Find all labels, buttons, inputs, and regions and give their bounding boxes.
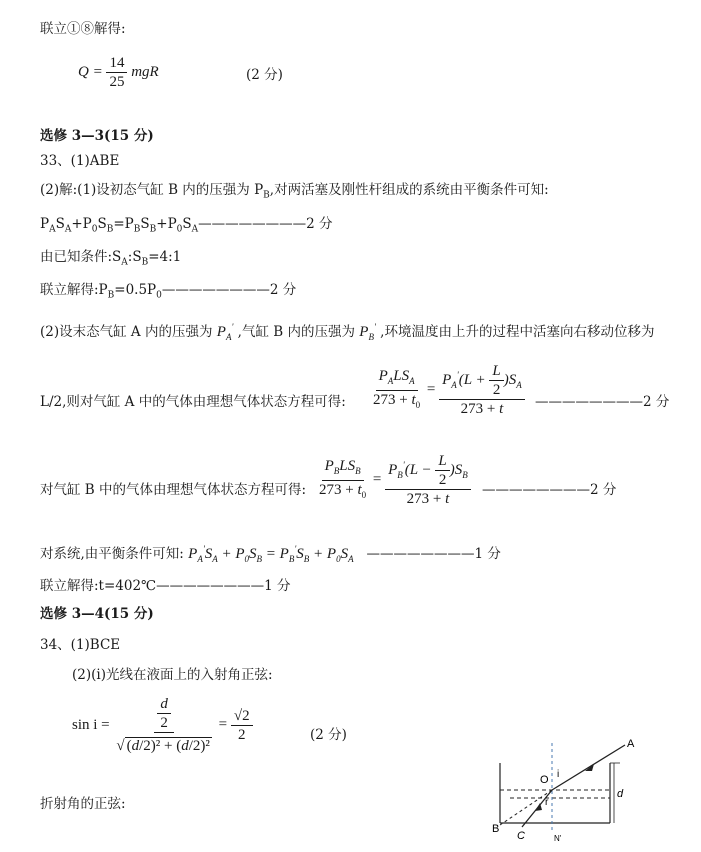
q34-part1: 34、(1)BCE <box>40 637 121 653</box>
q33-final: 联立解得:t=402℃————————1 分 <box>40 578 291 594</box>
section-34-title: 选修 3—4(15 分) <box>40 606 154 622</box>
q33-solve: 联立解得$:P_B=0.5P_0————————2$ 分 <box>40 282 297 301</box>
q33-known: 由已知条件$:S_A:S_B=4:1$ <box>40 249 182 268</box>
q33-system: 对系统,由平衡条件可知: $P_A'S_A + P_0S_B = P_B'S_B + P_0S_A$ ————————1 分 <box>40 544 501 564</box>
q33-part1: 33、(1)ABE <box>40 153 120 169</box>
equation-q <box>78 54 159 91</box>
q33-part2-line: (2)解:(1)设初态气缸 B 内的压强为 $P_B$,对两活塞及刚性杆组成的系统由平衡条件可知: <box>40 182 549 201</box>
label-O: O <box>540 774 549 786</box>
gasA-right-frac: $P_A'(L$ + $\frac{L}{2}$ )$S_A$ 273 + t <box>439 362 525 418</box>
optics-diagram <box>490 735 650 845</box>
sqrt2-frac: $\frac{√2}{2}$ <box>231 707 253 744</box>
gasB-left-frac: $\frac{P_BLS_B}{273 + t_0}$ <box>319 457 367 500</box>
label-B: B <box>492 823 500 835</box>
q-fraction <box>106 54 127 91</box>
label-d: d <box>617 788 624 800</box>
q-score: (2 分) <box>246 67 283 83</box>
q-lhs: Q = <box>78 63 103 80</box>
section-33-title: 选修 3—3(15 分) <box>40 128 154 144</box>
q33-gasB-equation: $\frac{P_BLS_B}{273 + t_0}$ = $P_B'(L$ − $\frac{L}{2}$ )$S_B$ 273 + t <box>316 452 471 508</box>
q34-part3: 折射角的正弦: <box>40 796 126 812</box>
q33-gasA-equation: $\frac{P_ALS_A}{273 + t_0}$ = $P_A'(L$ + $\frac{L}{2}$ )$S_A$ 273 + t <box>370 362 525 418</box>
q-num: 14 <box>106 54 127 73</box>
label-r: r <box>545 797 549 808</box>
q33-part3: (2)设末态气缸 A 内的压强为 $P_A'$ ,气缸 B 内的压强为 $P_B'$ ,环境温度由上升的过程中活塞向右移动位移为 <box>40 322 655 342</box>
q33-gasA-score: ————————2 分 <box>535 394 670 410</box>
q-rest: mgR <box>131 63 159 80</box>
text-line-1: 联立①⑧解得: <box>40 21 126 37</box>
q33-gasB-score: ————————2 分 <box>482 482 617 498</box>
gasB-right-frac: $P_B'(L$ − $\frac{L}{2}$ )$S_B$ 273 + t <box>385 452 471 508</box>
q33-gasA-text: L/2,则对气缸 A 中的气体由理想气体状态方程可得: <box>40 394 346 410</box>
incident-arrow <box>585 764 594 771</box>
q-den: 25 <box>109 74 125 90</box>
q34-sin-score: (2 分) <box>310 727 347 743</box>
sin-frac: $\frac{\frac{d}{2}}{\text{√ (d/2)² + (d/2)²}}$ <box>116 696 210 754</box>
q34-part2: (2)(i)光线在液面上的入射角正弦: <box>72 667 273 683</box>
q33-gasB-text: 对气缸 B 中的气体由理想气体状态方程可得: <box>40 482 307 498</box>
q33-eq1: $P_AS_A+P_0S_B=P_BS_B+P_0S_A————————2$ 分 <box>40 216 333 235</box>
gasA-left-frac: $\frac{P_ALS_A}{273 + t_0}$ <box>373 367 421 410</box>
label-N: N' <box>554 834 562 843</box>
label-A: A <box>627 738 635 750</box>
q34-sin-equation: sin i = $\frac{\frac{d}{2}}{\text{√ (d/2)² + (d/2)²}}$ = $\frac{√2}{2}$ <box>72 695 253 755</box>
label-i: i <box>557 769 560 780</box>
label-C: C <box>517 830 525 842</box>
